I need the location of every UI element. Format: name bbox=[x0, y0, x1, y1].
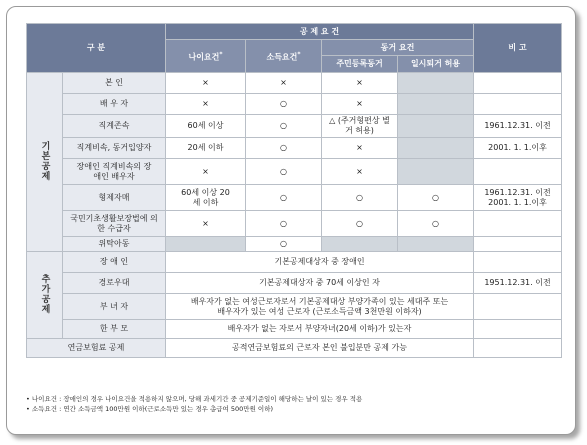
header-temporary: 일시퇴거 허용 bbox=[398, 56, 474, 73]
cell-age: 60세 이상 20세 이하 bbox=[166, 185, 246, 211]
pension-label: 연금보험료 공제 bbox=[27, 339, 166, 358]
cell-age bbox=[166, 237, 246, 252]
row-label: 부 녀 자 bbox=[63, 294, 166, 320]
cell-resident: ○ bbox=[322, 185, 398, 211]
row-label: 배 우 자 bbox=[63, 94, 166, 115]
row-label: 장 애 인 bbox=[63, 252, 166, 273]
header-requirements: 공 제 요 건 bbox=[166, 24, 474, 40]
row-label: 위탁아동 bbox=[63, 237, 166, 252]
cell-remark: 2001. 1. 1.이후 bbox=[474, 138, 562, 159]
cell-remark: 1951.12.31. 이전 bbox=[474, 273, 562, 294]
row-label: 본 인 bbox=[63, 73, 166, 94]
cell-description: 배우자가 없는 자로서 부양자녀(20세 이하)가 있는자 bbox=[166, 320, 474, 339]
cell-description: 기본공제대상자 중 70세 이상인 자 bbox=[166, 273, 474, 294]
cell-remark bbox=[474, 211, 562, 237]
cell-temp bbox=[398, 115, 474, 138]
header-resident: 주민등록동거 bbox=[322, 56, 398, 73]
cell-income: ○ bbox=[246, 94, 322, 115]
header-cohabitation: 동거 요건 bbox=[322, 40, 474, 56]
cell-temp bbox=[398, 138, 474, 159]
cell-remark bbox=[474, 237, 562, 252]
cell-remark bbox=[474, 73, 562, 94]
cell-remark bbox=[474, 339, 562, 358]
pension-description: 공적연금보험료의 근로자 본인 불입분만 공제 가능 bbox=[166, 339, 474, 358]
cell-age: 20세 이하 bbox=[166, 138, 246, 159]
cell-temp bbox=[398, 73, 474, 94]
header-remark: 비 고 bbox=[474, 24, 562, 73]
cell-resident: △ (주거형편상 별거 허용) bbox=[322, 115, 398, 138]
cell-resident bbox=[322, 237, 398, 252]
cell-description: 배우자가 없는 여성근로자로서 기본공제대상 부양가족이 있는 세대주 또는 배우자가 있는 여성 근로자 (근로소득금액 3천만원 이하자) bbox=[166, 294, 474, 320]
cell-income: ○ bbox=[246, 159, 322, 185]
cell-temp bbox=[398, 94, 474, 115]
cell-resident: × bbox=[322, 159, 398, 185]
row-label: 한 부 모 bbox=[63, 320, 166, 339]
header-income: 소득요건* bbox=[246, 40, 322, 73]
row-label: 직계존속 bbox=[63, 115, 166, 138]
cell-income: ○ bbox=[246, 211, 322, 237]
cell-income: ○ bbox=[246, 138, 322, 159]
cell-resident: × bbox=[322, 138, 398, 159]
cell-temp: ○ bbox=[398, 211, 474, 237]
cell-resident: × bbox=[322, 73, 398, 94]
footnote-age: • 나이요건 : 장애인의 경우 나이요건을 적용하지 않으며, 당해 과세기간 중 공제기준일이 해당하는 날이 있는 경우 적용 bbox=[26, 395, 363, 403]
cell-age: × bbox=[166, 94, 246, 115]
cell-temp bbox=[398, 237, 474, 252]
cell-age: 60세 이상 bbox=[166, 115, 246, 138]
cell-age: × bbox=[166, 73, 246, 94]
header-gubun: 구 분 bbox=[27, 24, 166, 73]
header-age: 나이요건* bbox=[166, 40, 246, 73]
cell-resident: ○ bbox=[322, 211, 398, 237]
row-label: 직계비속, 동거입양자 bbox=[63, 138, 166, 159]
cell-remark bbox=[474, 94, 562, 115]
cell-income: ○ bbox=[246, 185, 322, 211]
cell-remark bbox=[474, 294, 562, 320]
footnote-income: • 소득요건 : 연간 소득금액 100만원 이하(근로소득만 있는 경우 총급여 500만원 이하) bbox=[26, 405, 274, 413]
cell-remark: 1961.12.31. 이전 2001. 1. 1.이후 bbox=[474, 185, 562, 211]
cell-income: × bbox=[246, 73, 322, 94]
deduction-requirements-table bbox=[26, 23, 562, 358]
row-label: 경로우대 bbox=[63, 273, 166, 294]
cell-description: 기본공제대상자 중 장애인 bbox=[166, 252, 474, 273]
cell-income: ○ bbox=[246, 115, 322, 138]
cell-remark bbox=[474, 252, 562, 273]
cell-temp: ○ bbox=[398, 185, 474, 211]
cell-remark: 1961.12.31. 이전 bbox=[474, 115, 562, 138]
cell-resident: × bbox=[322, 94, 398, 115]
cell-temp bbox=[398, 159, 474, 185]
cell-remark bbox=[474, 159, 562, 185]
cell-income: ○ bbox=[246, 237, 322, 252]
cell-remark bbox=[474, 320, 562, 339]
category-basic: 기본공제 bbox=[27, 73, 63, 252]
row-label: 국민기초생활보장법에 의한 수급자 bbox=[63, 211, 166, 237]
category-additional: 추가공제 bbox=[27, 252, 63, 339]
cell-age: × bbox=[166, 211, 246, 237]
footnotes bbox=[26, 394, 362, 414]
row-label: 형제자매 bbox=[63, 185, 166, 211]
cell-age: × bbox=[166, 159, 246, 185]
row-label: 장애인 직계비속의 장애인 배우자 bbox=[63, 159, 166, 185]
